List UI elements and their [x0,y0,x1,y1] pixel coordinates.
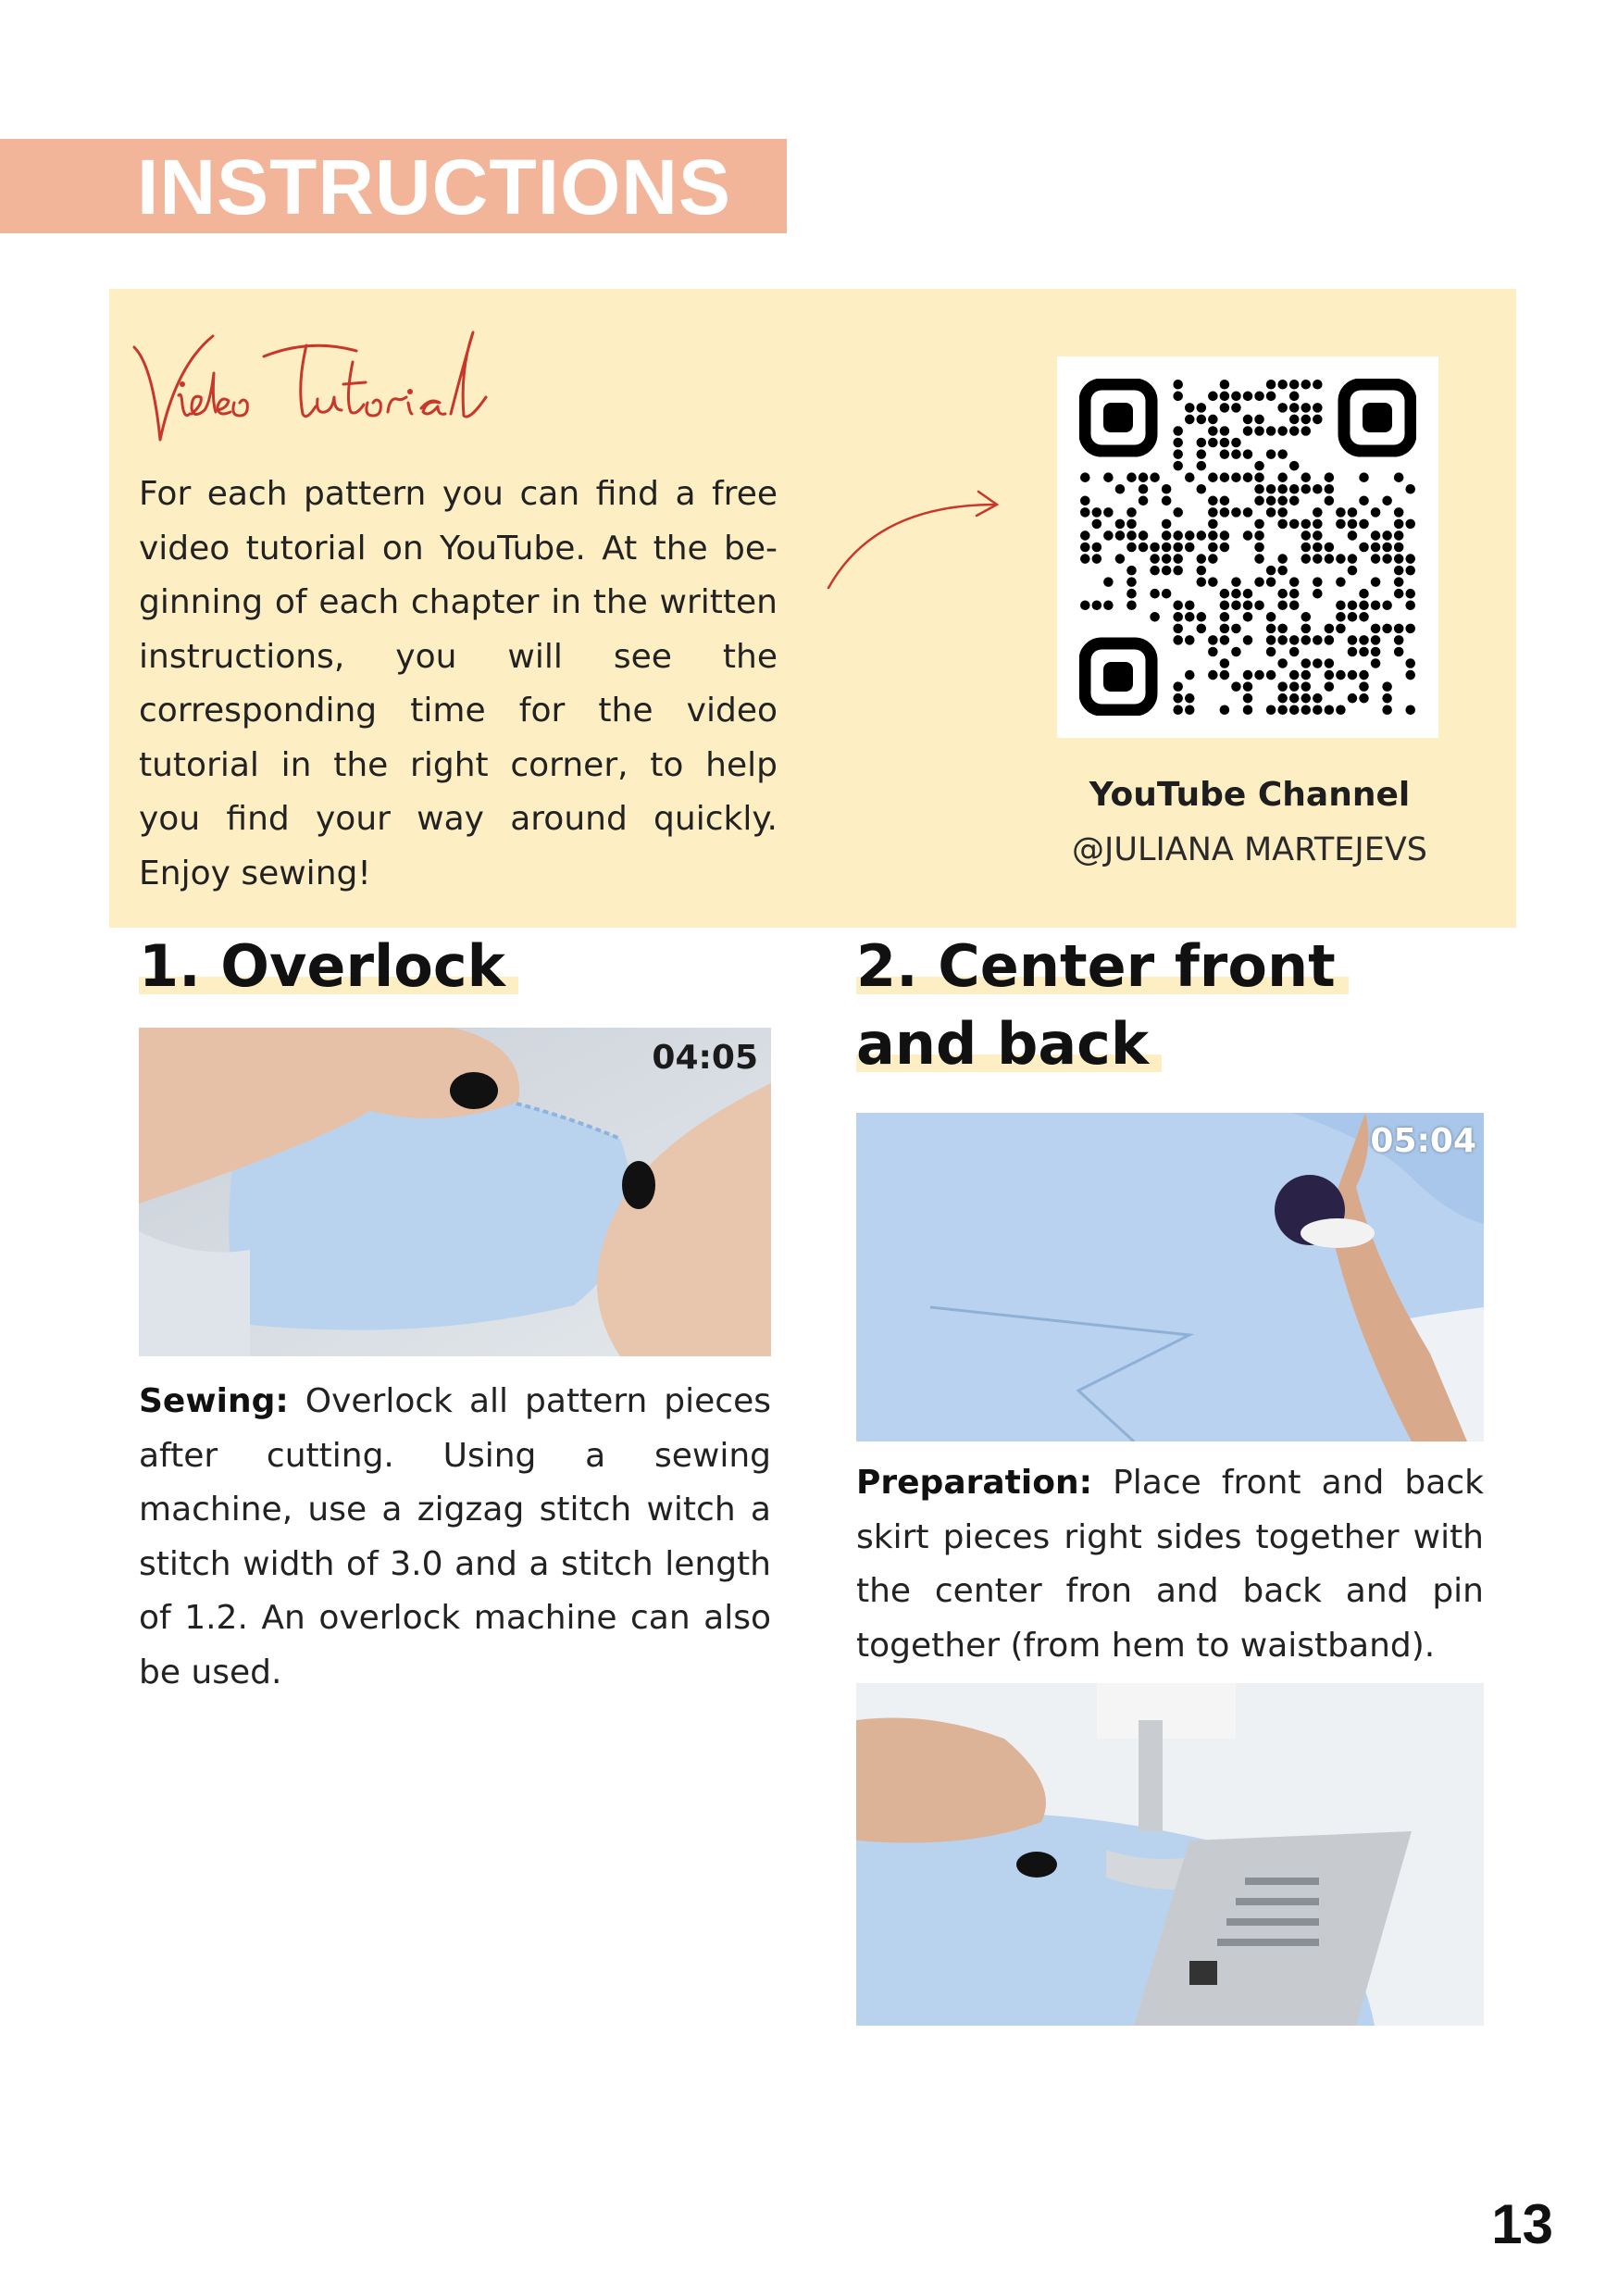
youtube-qr-code[interactable] [1057,356,1438,738]
pinning-fabric-illustration [856,1113,1484,1441]
youtube-channel-label: YouTube Channel [1089,776,1411,814]
youtube-channel-handle[interactable]: @JULIANA MARTEJEVS [1072,831,1427,868]
page-title: INSTRUCTIONS [137,144,731,231]
qr-code-icon [1079,379,1416,716]
overlock-instructions [139,1375,771,1700]
center-front-back-instructions [856,1456,1484,1673]
video-timestamp: 05:04 [1370,1122,1476,1160]
video-tutorial-script-title [125,310,569,458]
video-timestamp: 04:05 [652,1039,758,1077]
section-heading-line: 2. Center front [856,932,1349,1000]
video-tutorial-intro: For each pattern you can find a free video tutorial on YouTube. At the beginning of each chapter in the written instructions, you will see the corresponding time for the video tutorial in the right corner, to help you find your way around quickly. Enjoy sewing! [139,475,778,892]
section-heading-center-front-back [856,928,1349,1083]
section-heading-overlock [139,928,518,1005]
instruction-lead: Sewing: [139,1382,289,1420]
pinning-photo [856,1113,1484,1441]
page-number: 13 [1491,2193,1553,2255]
section-heading-line: and back [856,1010,1162,1078]
instruction-body: Overlock all pattern pieces after cutting. Using a sewing machine, use a zigzag stitch witch a stitch width of 3.0 and a stitch length of 1.2. An overlock machine can also be used. [139,1382,771,1691]
arrow-icon [819,477,1014,597]
sewing-machine-illustration [856,1683,1484,2026]
hands-fabric-illustration [139,1028,771,1356]
instruction-lead: Preparation: [856,1464,1092,1502]
sewing-machine-photo [856,1683,1484,2026]
section-heading-line: 1. Overlock [139,932,518,1000]
instruction-body: Place front and back skirt pieces right sides together with the center fron and back and pin together (from hem to waistband). [856,1464,1484,1665]
overlock-photo [139,1028,771,1356]
